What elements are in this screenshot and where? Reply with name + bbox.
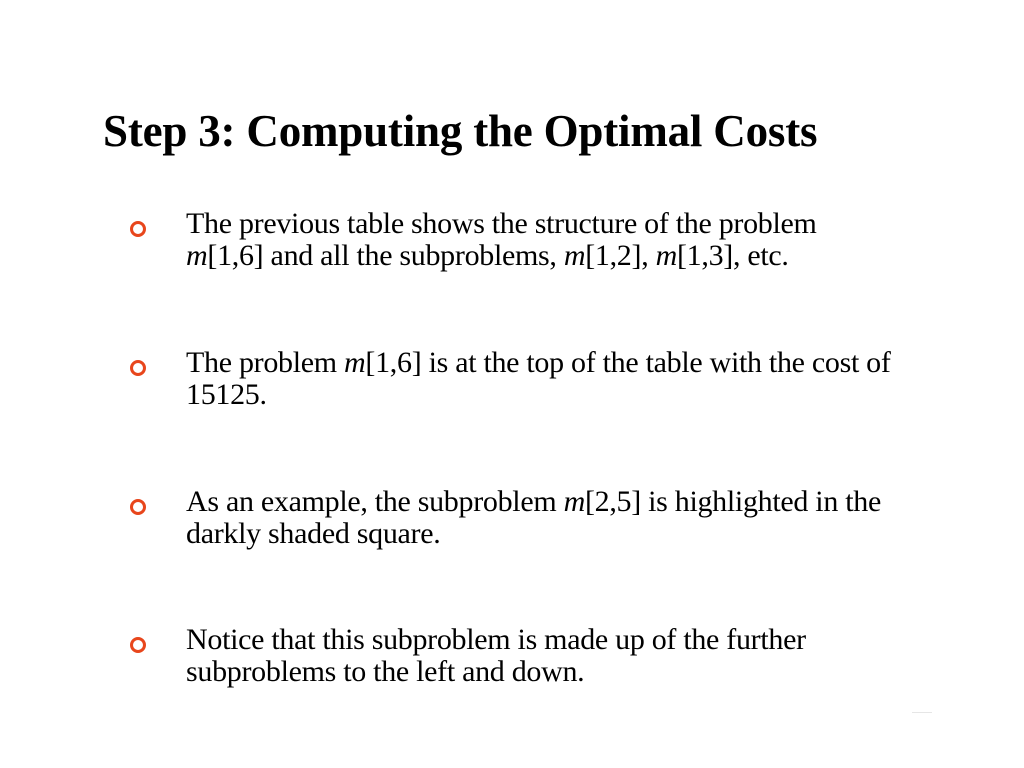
bullet-line: As an example, the subproblem m[2,5] is highlighted in the [186,485,881,518]
circle-bullet-icon [130,499,146,515]
circle-bullet-icon [130,360,146,376]
page-mark [912,712,932,716]
circle-bullet-icon [130,221,146,237]
bullet-line: m[1,6] and all the subproblems, m[1,2], m[1,3], etc. [186,239,789,272]
bullet-line: 15125. [186,378,267,411]
bullet-line: Notice that this subproblem is made up of the further [186,623,806,656]
circle-bullet-icon [130,637,146,653]
bullet-line: darkly shaded square. [186,517,441,550]
bullet-line: The previous table shows the structure of the problem [186,207,817,240]
bullet-line: The problem m[1,6] is at the top of the table with the cost of [186,346,891,379]
bullet-text [186,208,1016,272]
bullet-text [186,624,1016,688]
slide-title: Step 3: Computing the Optimal Costs [103,106,818,156]
bullet-text [186,486,1016,550]
bullet-text [186,347,1016,411]
bullet-line: subproblems to the left and down. [186,655,585,688]
